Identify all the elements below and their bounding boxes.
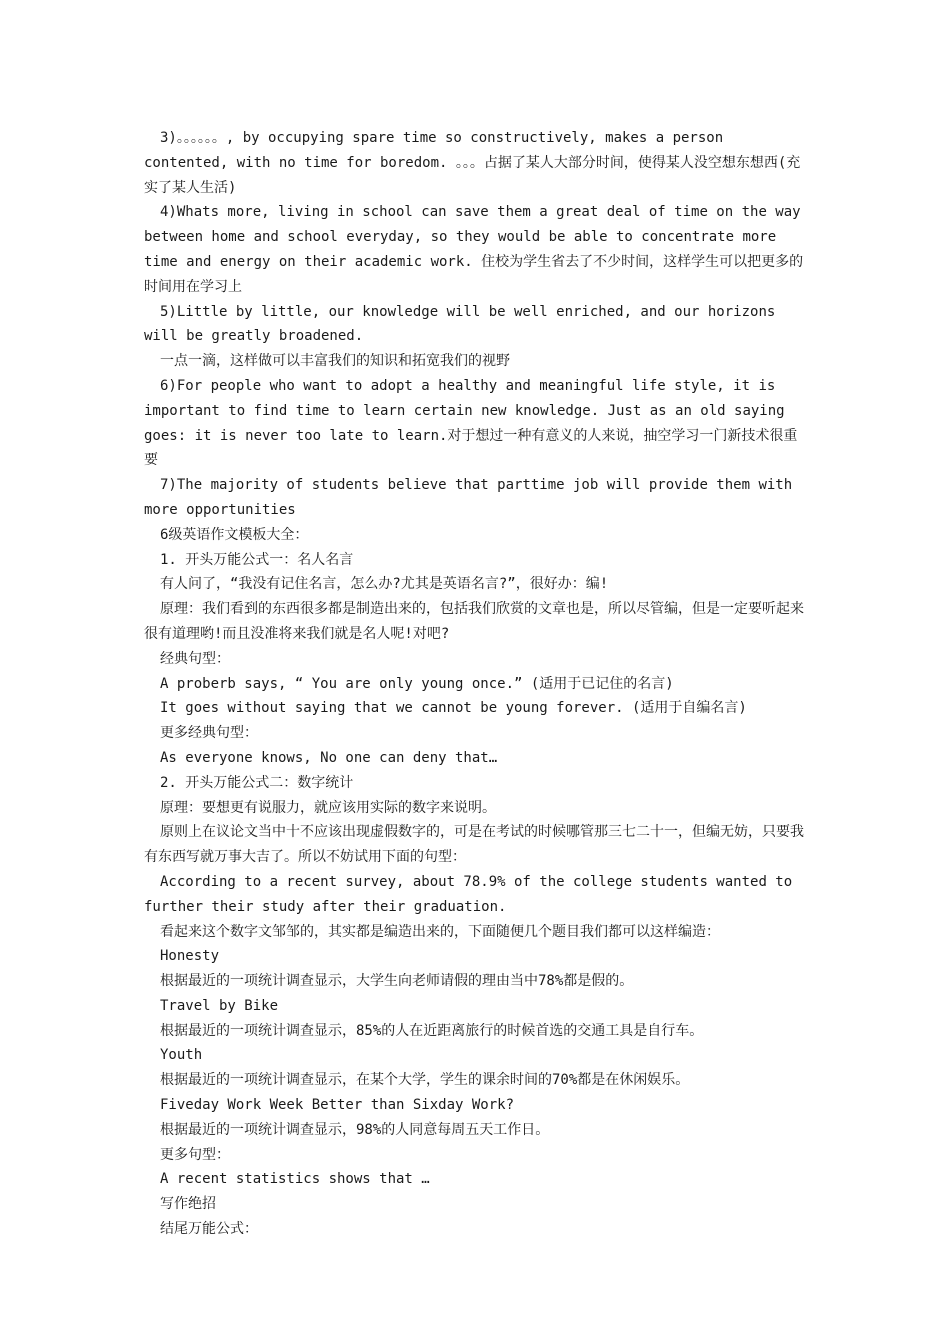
paragraph: 看起来这个数字文邹邹的，其实都是编造出来的，下面随便几个题目我们都可以这样编造： <box>160 923 720 940</box>
classic-sentences-heading: 经典句型： <box>160 650 230 667</box>
paragraph-item-7: 7)The majority of students believe that parttime job will provide them with more opportunities <box>144 477 801 518</box>
document-page <box>144 126 808 1242</box>
topic-example: 根据最近的一项统计调查显示，85%的人在近距离旅行的时候首选的交通工具是自行车。 <box>160 1022 704 1039</box>
paragraph-item-4: 4)Whats more, living in school can save them a great deal of time on the way between home and school everyday, so they would be able to concentrate more time and energy on their academic work. 住校为学生省去了不少时间，这样学生可以把更多的时间用在学习上 <box>144 204 810 295</box>
section-heading-cet6-templates: 6级英语作文模板大全： <box>160 526 309 543</box>
topic-title: Travel by Bike <box>160 997 279 1014</box>
paragraph-item-5-translation: 一点一滴，这样做可以丰富我们的知识和拓宽我们的视野 <box>160 353 510 370</box>
example-sentence: A proberb says, “ You are only young once.” (适用于已记住的名言) <box>160 675 674 692</box>
formula-1-heading: 1. 开头万能公式一：名人名言 <box>160 551 354 568</box>
paragraph-item-6: 6)For people who want to adopt a healthy and meaningful life style, it is important to find time to learn certain new knowledge. Just as an old saying goes: it is never too late to learn.对于想过一种有意义的人来说，抽空学习一门新技术很重要 <box>144 377 798 469</box>
paragraph-item-3: 3)。。。。。。, by occupying spare time so constructively, makes a person contented, with no time for boredom. 。。。占据了某人大部分时间，使得某人没空想东想西(充实了某人生活) <box>144 130 801 196</box>
topic-title: Fiveday Work Week Better than Sixday Work? <box>160 1097 515 1114</box>
example-sentence: As everyone knows, No one can deny that… <box>160 749 498 766</box>
paragraph: 原则上在议论文当中十不应该出现虚假数字的，可是在考试的时候哪管那三七二十一，但编无妨，只要我有东西写就万事大吉了。所以不妨试用下面的句型： <box>144 824 804 866</box>
more-sentences-heading: 更多句型： <box>160 1146 230 1163</box>
formula-2-heading: 2. 开头万能公式二：数字统计 <box>160 774 354 791</box>
paragraph: 有人问了，“我没有记住名言，怎么办?尤其是英语名言?”，很好办：编! <box>160 576 609 593</box>
paragraph: 原理：我们看到的东西很多都是制造出来的，包括我们欣赏的文章也是，所以尽管编，但是一定要听起来很有道理哟!而且没准将来我们就是名人呢!对吧? <box>144 601 804 642</box>
example-sentence: It goes without saying that we cannot be young forever. (适用于自编名言) <box>160 700 747 717</box>
topic-example: 根据最近的一项统计调查显示，98%的人同意每周五天工作日。 <box>160 1121 550 1138</box>
paragraph-item-5: 5)Little by little, our knowledge will be well enriched, and our horizons will be greatly broadened. <box>144 303 784 345</box>
topic-example: 根据最近的一项统计调查显示，大学生向老师请假的理由当中78%都是假的。 <box>160 973 634 990</box>
ending-formula-heading: 结尾万能公式： <box>160 1221 258 1238</box>
topic-example: 根据最近的一项统计调查显示，在某个大学，学生的课余时间的70%都是在休闲娱乐。 <box>160 1072 690 1089</box>
more-sentences-heading: 更多经典句型： <box>160 725 258 742</box>
example-sentence: A recent statistics shows that … <box>160 1171 430 1188</box>
paragraph: 原理：要想更有说服力，就应该用实际的数字来说明。 <box>160 799 496 816</box>
writing-tips-heading: 写作绝招 <box>160 1196 216 1213</box>
example-sentence: According to a recent survey, about 78.9% of the college students wanted to further their study after their graduation. <box>144 873 801 915</box>
topic-title: Youth <box>160 1047 203 1064</box>
topic-title: Honesty <box>160 948 220 965</box>
